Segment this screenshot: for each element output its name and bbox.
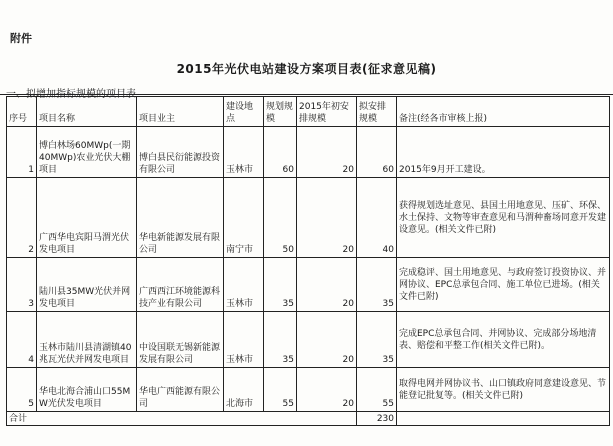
cell-planned: 35 (264, 258, 297, 312)
cell-no: 2 (7, 178, 37, 258)
cell-proposed: 35 (357, 258, 397, 312)
cell-location: 玉林市 (224, 258, 264, 312)
section-heading: 一、拟增加指标规模的项目表 (6, 89, 136, 100)
cell-owner: 广西西江环境能源科技产业有限公司 (137, 258, 224, 312)
cell-notes: 完成EPC总承包合同、并网协议、完成部分场地清表、赔偿和平整工作(相关文件已附)。 (397, 312, 610, 368)
cell-notes: 2015年9月开工建设。 (397, 127, 610, 178)
header-initial: 2015年初安排规模 (297, 97, 357, 127)
total-row (7, 412, 610, 426)
cell-name: 玉林市陆川县清湖镇40兆瓦光伏并网发电项目 (37, 312, 137, 368)
total-notes (397, 412, 610, 426)
cell-initial: 20 (297, 258, 357, 312)
cell-owner: 中设国联无锡新能源发展有限公司 (137, 312, 224, 368)
cell-name: 华电北海合浦山口55MW光伏发电项目 (37, 368, 137, 412)
cell-initial: 20 (297, 127, 357, 178)
table-row (7, 312, 610, 368)
cell-proposed: 60 (357, 127, 397, 178)
total-proposed: 230 (357, 412, 397, 426)
header-planned: 规划规模 (264, 97, 297, 127)
header-no: 序号 (7, 97, 37, 127)
cell-initial: 20 (297, 368, 357, 412)
table-header-row (7, 97, 610, 127)
cell-name: 广西华电宾阳马渭光伏发电项目 (37, 178, 137, 258)
attachment-label: 附件 (10, 32, 32, 45)
cell-planned: 50 (264, 178, 297, 258)
cell-planned: 35 (264, 312, 297, 368)
cell-location: 北海市 (224, 368, 264, 412)
project-table (6, 96, 610, 426)
cell-name: 陆川县35MW光伏并网发电项目 (37, 258, 137, 312)
cell-notes: 取得电网并网协议书、山口镇政府同意建设意见、节能登记批复等。(相关文件已附) (397, 368, 610, 412)
cell-notes: 完成稳评、国土用地意见、与政府签订投资协议、并网协议、EPC总承包合同、施工单位已进场。(相关文件已附) (397, 258, 610, 312)
cell-location: 玉林市 (224, 127, 264, 178)
cell-no: 3 (7, 258, 37, 312)
header-owner: 项目业主 (137, 97, 224, 127)
cell-no: 4 (7, 312, 37, 368)
table-row (7, 178, 610, 258)
header-proposed: 拟安排规模 (357, 97, 397, 127)
cell-owner: 华电广西能源有限公司 (137, 368, 224, 412)
document-title: 2015年光伏电站建设方案项目表(征求意见稿) (176, 62, 437, 76)
cell-location: 南宁市 (224, 178, 264, 258)
cell-planned: 55 (264, 368, 297, 412)
cell-notes: 获得规划选址意见、县国土用地意见、压矿、环保、水土保持、文物等审查意见和马渭种畜场同意开发建设意见。(相关文件已附) (397, 178, 610, 258)
table-row (7, 127, 610, 178)
cell-proposed: 40 (357, 178, 397, 258)
header-notes: 备注(经各市审核上报) (397, 97, 610, 127)
cell-owner: 华电新能源发展有限公司 (137, 178, 224, 258)
cell-no: 5 (7, 368, 37, 412)
cell-name: 博白林场60MWp(一期40MWp)农业光伏大棚项目 (37, 127, 137, 178)
cell-no: 1 (7, 127, 37, 178)
total-label: 合计 (7, 412, 357, 426)
cell-owner: 博白县民衍能源投资有限公司 (137, 127, 224, 178)
header-name: 项目名称 (37, 97, 137, 127)
cell-location: 玉林市 (224, 312, 264, 368)
divider (0, 94, 613, 95)
cell-proposed: 35 (357, 312, 397, 368)
cell-initial: 20 (297, 312, 357, 368)
cell-initial: 20 (297, 178, 357, 258)
cell-planned: 60 (264, 127, 297, 178)
header-location: 建设地点 (224, 97, 264, 127)
table-row (7, 368, 610, 412)
table-row (7, 258, 610, 312)
cell-proposed: 55 (357, 368, 397, 412)
